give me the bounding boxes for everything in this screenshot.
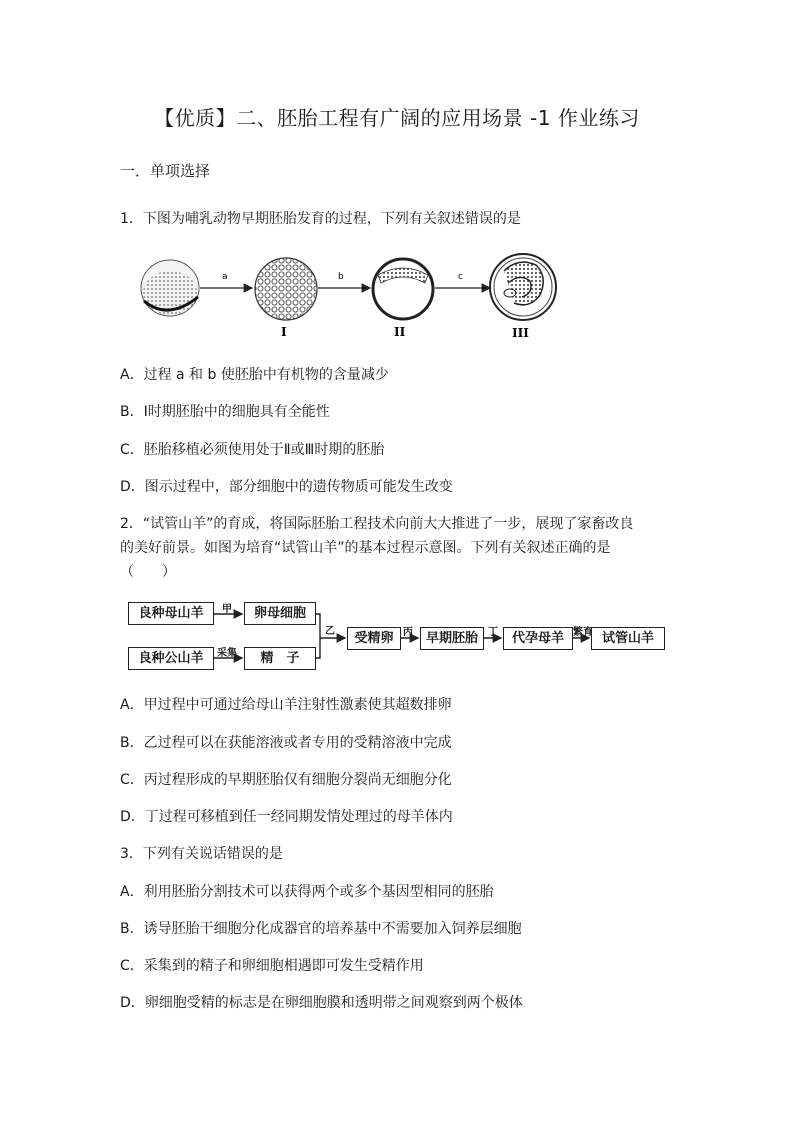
- question-3-stem: 3．下列有关说话错误的是: [120, 846, 283, 862]
- test-tube-goat-flowchart: [128, 596, 668, 672]
- arrow-label-b: b: [338, 272, 344, 282]
- box-male-goat: 良种公山羊: [128, 647, 214, 670]
- embryo-development-diagram: [138, 243, 558, 343]
- gastrula-image: [490, 254, 556, 320]
- label-bing: 丙: [403, 627, 413, 638]
- arrow-label-a: a: [222, 272, 228, 282]
- box-female-goat: 良种母山羊: [128, 602, 214, 625]
- box-early-embryo: 早期胚胎: [420, 627, 484, 650]
- q2-option-a: A．甲过程中可通过给母山羊注射性激素使其超数排卵: [120, 697, 452, 713]
- label-collect: 采集: [217, 648, 237, 659]
- stage-label-1: I: [281, 325, 287, 339]
- q3-option-a: A．利用胚胎分割技术可以获得两个或多个基因型相同的胚胎: [120, 884, 494, 900]
- q2-option-b: B．乙过程可以在获能溶液或者专用的受精溶液中完成: [120, 735, 452, 751]
- label-yi: 乙: [325, 626, 335, 637]
- q2-option-d: D．丁过程可移植到任一经同期发情处理过的母羊体内: [120, 809, 453, 825]
- question-1-stem: 1．下图为哺乳动物早期胚胎发育的过程，下列有关叙述错误的是: [120, 211, 521, 227]
- box-test-tube-goat: 试管山羊: [591, 627, 665, 650]
- q1-option-c: C．胚胎移植必须使用处于Ⅱ或Ⅲ时期的胚胎: [120, 442, 385, 458]
- box-sperm: 精 子: [244, 647, 316, 670]
- morula-image: [255, 258, 317, 320]
- box-zygote: 受精卵: [347, 627, 401, 650]
- question-2-stem-line-3: （ ）: [120, 564, 176, 580]
- label-jia: 甲: [222, 604, 232, 615]
- zygote-image: [141, 260, 199, 316]
- page-title: 【优质】二、胚胎工程有广阔的应用场景 -1 作业练习: [154, 106, 640, 130]
- label-ding: 丁: [488, 627, 498, 638]
- blastocyst-image: [373, 259, 433, 319]
- q3-option-d: D．卵细胞受精的标志是在卵细胞膜和透明带之间观察到两个极体: [120, 995, 523, 1011]
- stage-label-2: II: [394, 325, 406, 339]
- arrow-label-c: c: [458, 272, 463, 282]
- box-surrogate-goat: 代孕母羊: [503, 627, 573, 650]
- question-2-stem-line-1: 2．“试管山羊”的育成，将国际胚胎工程技术向前大大推进了一步，展现了家畜改良: [120, 516, 634, 532]
- section-heading: 一．单项选择: [120, 162, 211, 180]
- q1-option-b: B．Ⅰ时期胚胎中的细胞具有全能性: [120, 404, 330, 420]
- label-breed: 繁育: [573, 627, 593, 638]
- q1-option-d: D．图示过程中，部分细胞中的遗传物质可能发生改变: [120, 479, 453, 495]
- q2-option-c: C．丙过程形成的早期胚胎仅有细胞分裂尚无细胞分化: [120, 772, 452, 788]
- question-2-stem-line-2: 的美好前景。如图为培育“试管山羊”的基本过程示意图。下列有关叙述正确的是: [120, 540, 611, 556]
- q1-option-a: A．过程 a 和 b 使胚胎中有机物的含量减少: [120, 367, 389, 383]
- q3-option-b: B．诱导胚胎干细胞分化成器官的培养基中不需要加入饲养层细胞: [120, 921, 522, 937]
- q3-option-c: C．采集到的精子和卵细胞相遇即可发生受精作用: [120, 958, 424, 974]
- stage-label-3: III: [512, 326, 529, 340]
- box-oocyte: 卵母细胞: [244, 602, 316, 625]
